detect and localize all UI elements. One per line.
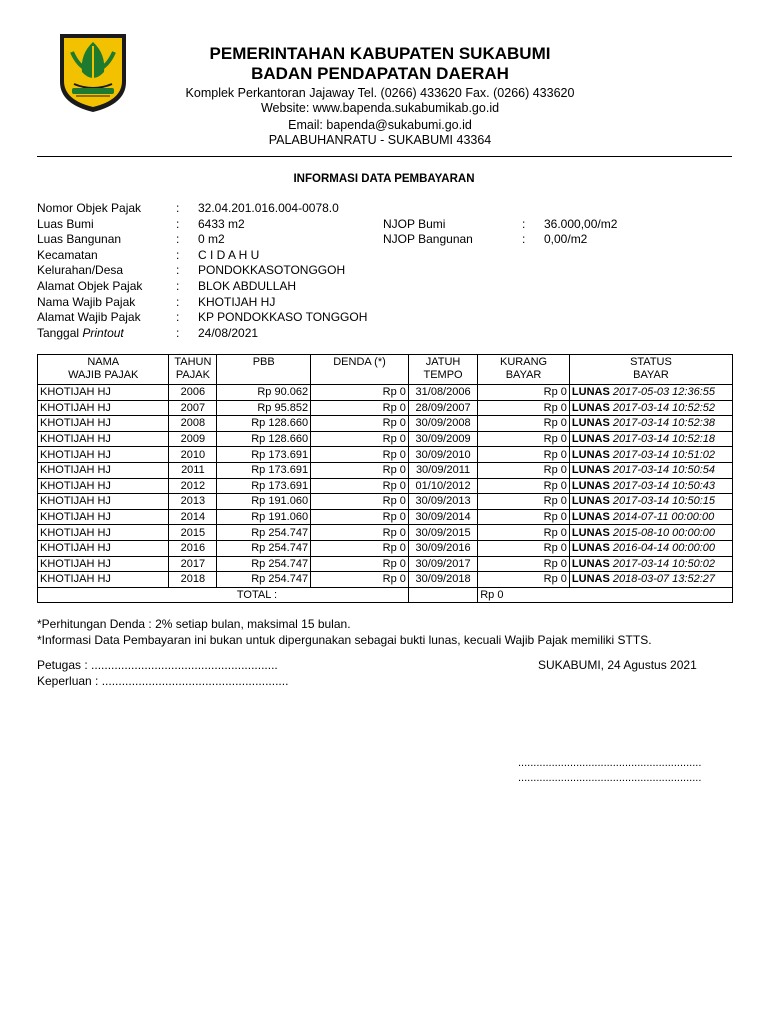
cell-jatuh-tempo: 30/09/2008 bbox=[408, 416, 477, 432]
col-pbb: PBB bbox=[217, 355, 311, 385]
table-row bbox=[38, 556, 733, 572]
cell-tahun: 2015 bbox=[169, 525, 217, 541]
cell-tahun: 2006 bbox=[169, 385, 217, 401]
cell-status bbox=[569, 416, 732, 432]
kelurahan-value: PONDOKKASOTONGGOH bbox=[198, 263, 346, 278]
office-email: Email: bapenda@sukabumi.go.id bbox=[288, 118, 472, 132]
status-timestamp: 2017-03-14 10:52:38 bbox=[612, 417, 716, 430]
status-lunas: LUNAS bbox=[571, 464, 610, 477]
table-row bbox=[38, 447, 733, 463]
cell-nama: KHOTIJAH HJ bbox=[38, 525, 169, 541]
cell-pbb: Rp 254.747 bbox=[217, 572, 311, 588]
col-status: STATUS BAYAR bbox=[569, 355, 732, 385]
luas-bumi-value: 6433 m2 bbox=[198, 216, 245, 231]
status-timestamp: 2015-08-10 00:00:00 bbox=[612, 526, 716, 539]
signature-block bbox=[518, 756, 701, 786]
cell-status bbox=[569, 556, 732, 572]
nop-value: 32.04.201.016.004-0078.0 bbox=[198, 201, 339, 215]
cell-tahun: 2009 bbox=[169, 431, 217, 447]
njop-bumi-value: 36.000,00/m2 bbox=[544, 216, 618, 231]
cell-status bbox=[569, 431, 732, 447]
status-timestamp: 2017-03-14 10:50:02 bbox=[612, 557, 716, 570]
cell-tahun: 2007 bbox=[169, 400, 217, 416]
cell-status bbox=[569, 385, 732, 401]
cell-status bbox=[569, 447, 732, 463]
government-name: PEMERINTAHAN KABUPATEN SUKABUMI bbox=[209, 44, 551, 63]
total-row bbox=[38, 587, 733, 603]
table-row bbox=[38, 540, 733, 556]
petugas-line: Petugas : ........................................................ bbox=[37, 658, 278, 672]
status-timestamp: 2017-03-14 10:50:15 bbox=[612, 495, 716, 508]
cell-tahun: 2010 bbox=[169, 447, 217, 463]
alamat-wp-value: KP PONDOKKASO TONGGOH bbox=[198, 310, 368, 325]
cell-tahun: 2017 bbox=[169, 556, 217, 572]
keperluan-line: Keperluan : ........................................................ bbox=[37, 673, 289, 688]
cell-jatuh-tempo: 30/09/2010 bbox=[408, 447, 477, 463]
status-timestamp: 2017-03-14 10:50:43 bbox=[612, 479, 716, 492]
status-timestamp: 2014-07-11 00:00:00 bbox=[612, 511, 715, 524]
cell-kurang-bayar: Rp 0 bbox=[478, 416, 570, 432]
cell-denda: Rp 0 bbox=[311, 525, 409, 541]
status-lunas: LUNAS bbox=[571, 542, 610, 555]
cell-kurang-bayar: Rp 0 bbox=[478, 385, 570, 401]
cell-status bbox=[569, 478, 732, 494]
cell-status bbox=[569, 462, 732, 478]
total-label: TOTAL : bbox=[38, 587, 409, 603]
cell-jatuh-tempo: 01/10/2012 bbox=[408, 478, 477, 494]
cell-tahun: 2013 bbox=[169, 494, 217, 510]
cell-pbb: Rp 128.660 bbox=[217, 431, 311, 447]
cell-jatuh-tempo: 31/08/2006 bbox=[408, 385, 477, 401]
letterhead bbox=[140, 44, 620, 148]
status-timestamp: 2017-03-14 10:52:18 bbox=[612, 433, 716, 446]
cell-denda: Rp 0 bbox=[311, 509, 409, 525]
cell-nama: KHOTIJAH HJ bbox=[38, 385, 169, 401]
status-lunas: LUNAS bbox=[571, 511, 610, 524]
cell-denda: Rp 0 bbox=[311, 400, 409, 416]
status-lunas: LUNAS bbox=[571, 448, 610, 461]
table-row bbox=[38, 385, 733, 401]
col-denda: DENDA (*) bbox=[311, 355, 409, 385]
cell-pbb: Rp 254.747 bbox=[217, 556, 311, 572]
cell-pbb: Rp 173.691 bbox=[217, 478, 311, 494]
table-row bbox=[38, 494, 733, 510]
cell-kurang-bayar: Rp 0 bbox=[478, 400, 570, 416]
status-timestamp: 2017-05-03 12:36:55 bbox=[612, 386, 716, 399]
cell-pbb: Rp 173.691 bbox=[217, 462, 311, 478]
cell-pbb: Rp 254.747 bbox=[217, 525, 311, 541]
office-website: Website: www.bapenda.sukabumikab.go.id bbox=[260, 101, 500, 115]
header-divider bbox=[37, 156, 732, 157]
table-row bbox=[38, 525, 733, 541]
table-row bbox=[38, 572, 733, 588]
col-tahun: TAHUN PAJAK bbox=[169, 355, 217, 385]
cell-jatuh-tempo: 30/09/2011 bbox=[408, 462, 477, 478]
signature-line-1: ............................................................ bbox=[518, 757, 702, 769]
status-lunas: LUNAS bbox=[571, 573, 610, 586]
njop-bangunan-value: 0,00/m2 bbox=[544, 232, 588, 247]
status-timestamp: 2017-03-14 10:52:52 bbox=[612, 401, 716, 414]
cell-pbb: Rp 128.660 bbox=[217, 416, 311, 432]
cell-tahun: 2008 bbox=[169, 416, 217, 432]
cell-denda: Rp 0 bbox=[311, 572, 409, 588]
cell-kurang-bayar: Rp 0 bbox=[478, 447, 570, 463]
cell-tahun: 2011 bbox=[169, 462, 217, 478]
signature-line-2: ............................................................ bbox=[518, 772, 702, 784]
col-nama: NAMA WAJIB PAJAK bbox=[38, 355, 169, 385]
cell-kurang-bayar: Rp 0 bbox=[478, 431, 570, 447]
cell-nama: KHOTIJAH HJ bbox=[38, 509, 169, 525]
col-kurang-bayar: KURANG BAYAR bbox=[478, 355, 570, 385]
cell-denda: Rp 0 bbox=[311, 447, 409, 463]
status-lunas: LUNAS bbox=[571, 479, 610, 492]
status-lunas: LUNAS bbox=[571, 433, 610, 446]
cell-tahun: 2014 bbox=[169, 509, 217, 525]
cell-pbb: Rp 254.747 bbox=[217, 540, 311, 556]
status-timestamp: 2018-03-07 13:52:27 bbox=[612, 573, 716, 586]
cell-kurang-bayar: Rp 0 bbox=[478, 556, 570, 572]
cell-nama: KHOTIJAH HJ bbox=[38, 540, 169, 556]
table-row bbox=[38, 478, 733, 494]
kecamatan-value: C I D A H U bbox=[198, 247, 260, 262]
cell-denda: Rp 0 bbox=[311, 431, 409, 447]
cell-kurang-bayar: Rp 0 bbox=[478, 462, 570, 478]
alamat-objek-value: BLOK ABDULLAH bbox=[198, 278, 297, 293]
cell-denda: Rp 0 bbox=[311, 556, 409, 572]
cell-denda: Rp 0 bbox=[311, 416, 409, 432]
nop-label: Nomor Objek Pajak bbox=[37, 201, 142, 215]
status-timestamp: 2017-03-14 10:50:54 bbox=[612, 464, 716, 477]
cell-status bbox=[569, 400, 732, 416]
status-lunas: LUNAS bbox=[571, 526, 610, 539]
cell-jatuh-tempo: 30/09/2016 bbox=[408, 540, 477, 556]
agency-name: BADAN PENDAPATAN DAERAH bbox=[251, 64, 509, 83]
notes bbox=[37, 617, 652, 648]
cell-kurang-bayar: Rp 0 bbox=[478, 572, 570, 588]
cell-denda: Rp 0 bbox=[311, 540, 409, 556]
nama-wp-value: KHOTIJAH HJ bbox=[198, 294, 276, 309]
cell-status bbox=[569, 572, 732, 588]
cell-jatuh-tempo: 30/09/2014 bbox=[408, 509, 477, 525]
cell-status bbox=[569, 540, 732, 556]
cell-pbb: Rp 173.691 bbox=[217, 447, 311, 463]
cell-status bbox=[569, 509, 732, 525]
cell-denda: Rp 0 bbox=[311, 478, 409, 494]
cell-jatuh-tempo: 28/09/2007 bbox=[408, 400, 477, 416]
cell-nama: KHOTIJAH HJ bbox=[38, 556, 169, 572]
cell-pbb: Rp 95.852 bbox=[217, 400, 311, 416]
tanggal-value: 24/08/2021 bbox=[198, 325, 259, 340]
cell-nama: KHOTIJAH HJ bbox=[38, 400, 169, 416]
cell-nama: KHOTIJAH HJ bbox=[38, 494, 169, 510]
cell-tahun: 2018 bbox=[169, 572, 217, 588]
cell-pbb: Rp 191.060 bbox=[217, 509, 311, 525]
cell-jatuh-tempo: 30/09/2017 bbox=[408, 556, 477, 572]
place-date: SUKABUMI, 24 Agustus 2021 bbox=[538, 658, 697, 672]
officer-block bbox=[37, 658, 288, 689]
cell-denda: Rp 0 bbox=[311, 494, 409, 510]
cell-kurang-bayar: Rp 0 bbox=[478, 494, 570, 510]
cell-nama: KHOTIJAH HJ bbox=[38, 462, 169, 478]
document-title: INFORMASI DATA PEMBAYARAN bbox=[293, 173, 475, 185]
cell-nama: KHOTIJAH HJ bbox=[38, 572, 169, 588]
payment-table bbox=[37, 354, 733, 603]
cell-kurang-bayar: Rp 0 bbox=[478, 525, 570, 541]
office-city: PALABUHANRATU - SUKABUMI 43364 bbox=[268, 133, 492, 147]
cell-nama: KHOTIJAH HJ bbox=[38, 478, 169, 494]
status-lunas: LUNAS bbox=[571, 495, 610, 508]
office-address: Komplek Perkantoran Jajaway Tel. (0266) 433620 Fax. (0266) 433620 bbox=[185, 86, 575, 100]
cell-jatuh-tempo: 30/09/2009 bbox=[408, 431, 477, 447]
luas-bangunan-value: 0 m2 bbox=[198, 232, 225, 247]
cell-nama: KHOTIJAH HJ bbox=[38, 447, 169, 463]
kabupaten-sukabumi-logo bbox=[58, 32, 128, 114]
status-lunas: LUNAS bbox=[571, 557, 610, 570]
note-denda: *Perhitungan Denda : 2% setiap bulan, maksimal 15 bulan. bbox=[37, 617, 351, 631]
cell-jatuh-tempo: 30/09/2013 bbox=[408, 494, 477, 510]
cell-status bbox=[569, 494, 732, 510]
cell-status bbox=[569, 525, 732, 541]
status-lunas: LUNAS bbox=[571, 386, 610, 399]
status-timestamp: 2017-03-14 10:51:02 bbox=[612, 448, 716, 461]
cell-tahun: 2016 bbox=[169, 540, 217, 556]
table-row bbox=[38, 400, 733, 416]
table-row bbox=[38, 416, 733, 432]
total-value: Rp 0 bbox=[478, 587, 733, 603]
cell-kurang-bayar: Rp 0 bbox=[478, 509, 570, 525]
cell-pbb: Rp 90.062 bbox=[217, 385, 311, 401]
status-lunas: LUNAS bbox=[571, 417, 610, 430]
status-lunas: LUNAS bbox=[571, 401, 610, 414]
table-header-row bbox=[38, 355, 733, 385]
cell-kurang-bayar: Rp 0 bbox=[478, 540, 570, 556]
table-row bbox=[38, 431, 733, 447]
cell-denda: Rp 0 bbox=[311, 385, 409, 401]
cell-jatuh-tempo: 30/09/2018 bbox=[408, 572, 477, 588]
cell-pbb: Rp 191.060 bbox=[217, 494, 311, 510]
table-row bbox=[38, 462, 733, 478]
cell-nama: KHOTIJAH HJ bbox=[38, 416, 169, 432]
col-jatuh-tempo: JATUH TEMPO bbox=[408, 355, 477, 385]
cell-jatuh-tempo: 30/09/2015 bbox=[408, 525, 477, 541]
cell-denda: Rp 0 bbox=[311, 462, 409, 478]
cell-kurang-bayar: Rp 0 bbox=[478, 478, 570, 494]
cell-tahun: 2012 bbox=[169, 478, 217, 494]
table-row bbox=[38, 509, 733, 525]
cell-nama: KHOTIJAH HJ bbox=[38, 431, 169, 447]
note-disclaimer: *Informasi Data Pembayaran ini bukan untuk dipergunakan sebagai bukti lunas, kecuali Wajib Pajak memiliki STTS. bbox=[37, 632, 652, 647]
status-timestamp: 2016-04-14 00:00:00 bbox=[612, 542, 716, 555]
